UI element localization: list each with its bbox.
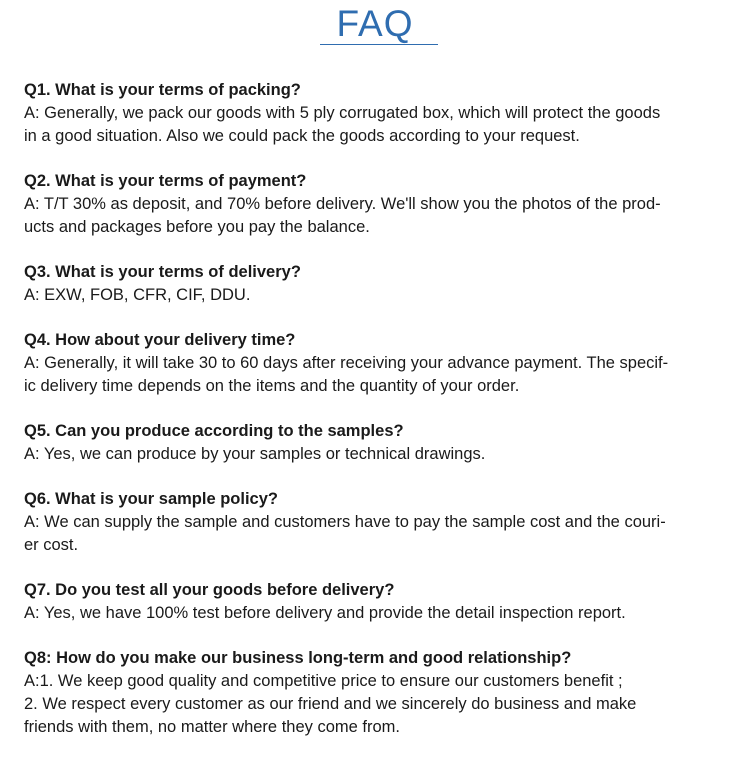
faq-answer: A: Yes, we have 100% test before delivery and provide the detail inspection report.	[24, 604, 626, 622]
page-title: FAQ	[336, 3, 414, 44]
faq-item-7	[24, 579, 730, 625]
faq-item-6	[24, 488, 730, 557]
faq-question: Q1. What is your terms of packing?	[24, 81, 301, 99]
faq-item-2	[24, 170, 730, 239]
faq-answer: A: Generally, it will take 30 to 60 days after receiving your advance payment. The specif- ic delivery time depends on the items and the quantity of your order.	[24, 354, 669, 395]
faq-answer: A: Generally, we pack our goods with 5 ply corrugated box, which will protect the goods in a good situation. Also we could pack the goods according to your request.	[24, 104, 661, 145]
faq-item-3	[24, 261, 730, 307]
faq-answer: A: T/T 30% as deposit, and 70% before delivery. We'll show you the photos of the prod- ucts and packages before you pay the balance.	[24, 195, 661, 236]
faq-list	[24, 79, 730, 761]
faq-item-1	[24, 79, 730, 148]
faq-answer: A: EXW, FOB, CFR, CIF, DDU.	[24, 286, 251, 304]
faq-question: Q3. What is your terms of delivery?	[24, 263, 301, 281]
faq-item-5	[24, 420, 730, 466]
faq-item-8	[24, 647, 730, 739]
title-underline	[320, 44, 438, 45]
faq-question: Q2. What is your terms of payment?	[24, 172, 307, 190]
faq-question: Q6. What is your sample policy?	[24, 490, 278, 508]
faq-item-4	[24, 329, 730, 398]
faq-question: Q5. Can you produce according to the samples?	[24, 422, 404, 440]
faq-answer: A: Yes, we can produce by your samples or technical drawings.	[24, 445, 486, 463]
faq-answer: A:1. We keep good quality and competitive price to ensure our customers benefit ; 2. We respect every customer as our friend and we sincerely do business and make friends with them, no matter where they come from.	[24, 672, 637, 736]
faq-answer: A: We can supply the sample and customers have to pay the sample cost and the couri- er cost.	[24, 513, 666, 554]
faq-question: Q7. Do you test all your goods before delivery?	[24, 581, 395, 599]
faq-question: Q4. How about your delivery time?	[24, 331, 296, 349]
faq-question: Q8: How do you make our business long-term and good relationship?	[24, 649, 572, 667]
